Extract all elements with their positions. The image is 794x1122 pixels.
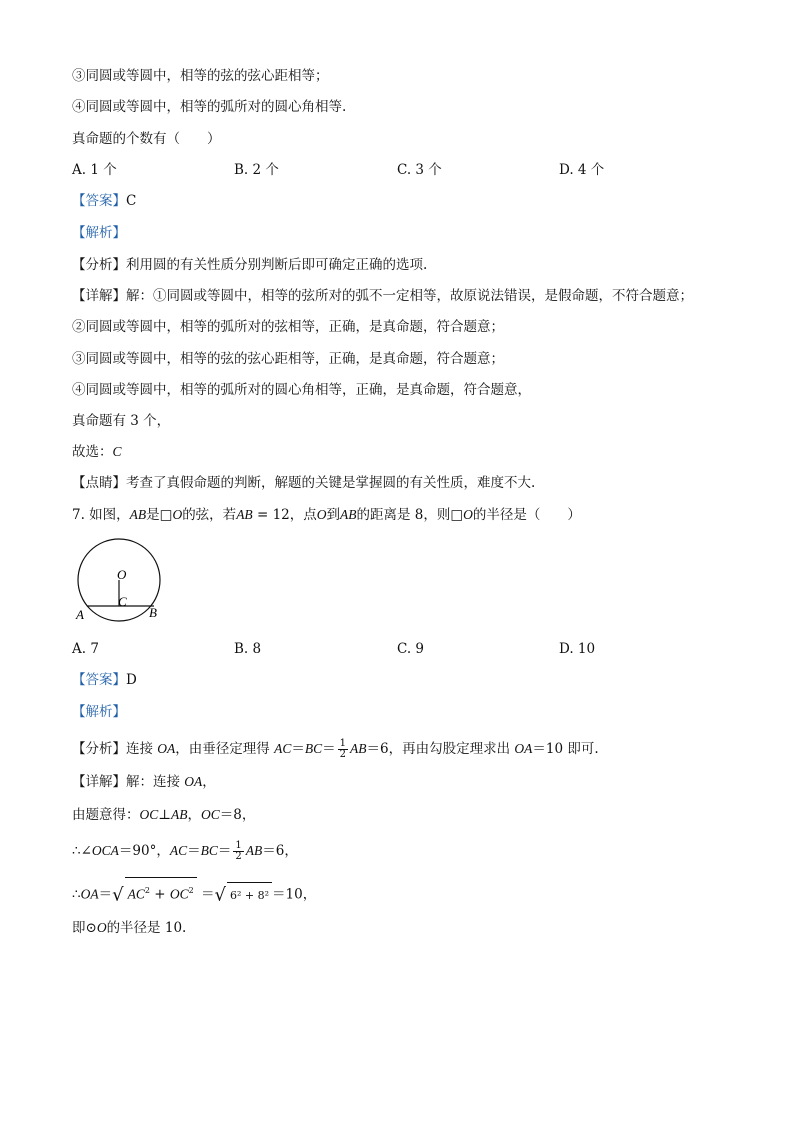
q7-option-b: B. 8 — [234, 641, 262, 657]
q6-xiangjie-2: ②同圆或等圆中，相等的弧所对的弦相等，正确，是真命题，符合题意； — [72, 319, 504, 335]
sqrt-plus: + — [149, 886, 170, 903]
q6-answer — [72, 191, 136, 211]
frac-num: 1 — [339, 738, 346, 749]
fenxi-text-c: ＝6，再由勾股定理求出 — [366, 741, 515, 757]
analysis-tag: 【解析】 — [72, 225, 126, 241]
final-o: O — [96, 920, 107, 935]
fenxi-ac: AC — [274, 741, 292, 756]
fenxi-text: 利用圆的有关性质分别判断后即可确定正确的选项. — [126, 257, 428, 273]
statement-3: ③同圆或等圆中，相等的弦的弦心距相等； — [72, 68, 329, 84]
analysis-tag: 【解析】 — [72, 704, 126, 720]
choose-value: C — [112, 444, 122, 459]
fenxi-eq1: ＝ — [291, 741, 305, 757]
q6-option-d: D. 4 个 — [559, 162, 605, 178]
xiangjie-text: 解：连接 — [126, 774, 185, 790]
q7-text-6: = 12，点 — [252, 507, 317, 523]
q7-text-2: 是□ — [146, 507, 173, 523]
q7-text-12: 的半径是（ ） — [472, 507, 581, 523]
line-bc: BC — [200, 843, 218, 858]
q7-therefore-2: ∴OA＝√ $AC^2 + OC^2$ ＝√ 6² + 8² ＝10， — [72, 877, 316, 909]
oa: OA — [80, 886, 99, 902]
fenxi-tag: 【分析】 — [72, 741, 126, 757]
dianjing-text: 考查了真假命题的判断，解题的关键是掌握圆的有关性质，难度不大. — [126, 475, 536, 491]
given-ab: AB — [170, 807, 188, 822]
dianjing-tag: 【点睛】 — [72, 475, 126, 491]
fenxi-ab: AB — [350, 741, 367, 756]
q7-ab-1: AB — [129, 507, 147, 522]
radical-icon: √ — [214, 884, 226, 906]
equals: ＝ — [187, 843, 201, 859]
q6-xiangjie-1 — [72, 286, 693, 306]
xiangjie-end: ， — [202, 774, 216, 790]
xiangjie-text: 解：①同圆或等圆中，相等的弦所对的弧不一定相等，故原说法错误，是假命题，不符合题意； — [126, 288, 693, 304]
answer-tag: 【答案】 — [72, 193, 126, 209]
line-ab: AB — [245, 843, 263, 858]
q7-fenxi — [72, 736, 599, 762]
angle-90: ＝90°， — [118, 843, 170, 859]
circle-figure — [70, 535, 170, 630]
q7-option-a: A. 7 — [72, 641, 99, 657]
fenxi-bc: BC — [304, 741, 323, 756]
label-o: O — [117, 567, 127, 582]
frac-den: 2 — [235, 851, 242, 862]
q7-given — [72, 805, 255, 825]
xiangjie-oa: OA — [184, 774, 203, 789]
fenxi-tag: 【分析】 — [72, 257, 126, 273]
choose-label: 故选： — [72, 444, 113, 460]
given-text: 由题意得： — [72, 807, 140, 823]
frac-den: 2 — [339, 749, 346, 760]
q6-dianjing — [72, 473, 535, 493]
q7-option-c: C. 9 — [397, 641, 425, 657]
q7-xiangjie — [72, 772, 216, 792]
q7-ab-9: AB — [340, 507, 357, 522]
sqrt-expr-1: $AC^2 + OC^2$ — [125, 877, 197, 908]
given-oc2: OC — [200, 807, 220, 822]
q7-text-0: 7. 如图， — [72, 507, 130, 523]
radical-icon: √ — [112, 884, 124, 906]
given-perp: ⊥ — [158, 807, 171, 823]
q6-option-c: C. 3 个 — [397, 162, 442, 178]
sqrt-oc: OC — [169, 886, 189, 902]
therefore-symbol: ∴ — [72, 843, 81, 859]
q7-answer — [72, 670, 137, 690]
final-text-b: 的半径是 10. — [106, 920, 187, 936]
sqrt-expr-2: 6² + 8² — [227, 882, 272, 909]
q7-o-7: O — [316, 507, 327, 522]
angle-oca: OCA — [91, 843, 119, 858]
q6-xiangjie-3: ③同圆或等圆中，相等的弦的弦心距相等，正确，是真命题，符合题意； — [72, 351, 504, 367]
q7-final — [72, 918, 186, 938]
frac-num: 1 — [235, 840, 242, 851]
equals-10: ＝10， — [272, 886, 317, 903]
label-b: B — [149, 605, 157, 620]
xiangjie-tag: 【详解】 — [72, 774, 126, 790]
q6-option-a: A. 1 个 — [72, 162, 117, 178]
fenxi-text-d: ＝10 即可. — [532, 741, 599, 757]
label-a: A — [76, 607, 84, 622]
given-comma: ， — [187, 807, 201, 823]
answer-value: D — [126, 672, 137, 688]
label-c: C — [118, 594, 127, 609]
fenxi-text-a: 连接 — [126, 741, 158, 757]
q6-analysis-tag — [72, 223, 126, 243]
xiangjie-tag: 【详解】 — [72, 288, 126, 304]
fraction-half — [338, 739, 348, 760]
angle-symbol: ∠ — [80, 843, 92, 859]
line-ac: AC — [169, 843, 188, 858]
given-oc: OC — [139, 807, 159, 822]
q7-o-3: O — [172, 507, 183, 522]
q6-choose — [72, 442, 122, 462]
q7-therefore-1 — [72, 838, 298, 864]
q6-xiangjie-4: ④同圆或等圆中，相等的弧所对的圆心角相等，正确，是真命题，符合题意， — [72, 382, 531, 398]
given-eq8: ＝8， — [219, 807, 256, 823]
q6-question: 真命题的个数有（ ） — [72, 131, 221, 147]
answer-value: C — [126, 193, 137, 209]
fenxi-oa: OA — [157, 741, 176, 756]
q6-option-b: B. 2 个 — [234, 162, 279, 178]
q7-option-d: D. 10 — [559, 641, 596, 657]
fenxi-eq2: ＝ — [322, 741, 336, 757]
q7-o-11: O — [463, 507, 473, 522]
fenxi-text-b: ，由垂径定理得 — [175, 741, 275, 757]
q7-question — [72, 505, 581, 525]
q7-analysis-tag — [72, 702, 126, 722]
q7-text-8: 到 — [326, 507, 341, 523]
sqrt-ac: AC — [127, 886, 145, 902]
answer-tag: 【答案】 — [72, 672, 126, 688]
final-text: 即⊙ — [72, 920, 97, 936]
equals-2: ＝ — [217, 843, 232, 859]
q6-count: 真命题有 3 个， — [72, 413, 171, 429]
q6-fenxi — [72, 255, 427, 275]
q7-ab-5: AB — [236, 507, 253, 522]
q7-text-10: 的距离是 8，则□ — [356, 507, 464, 523]
fraction-half-2 — [233, 841, 243, 862]
fenxi-oa2: OA — [514, 741, 533, 756]
therefore-symbol: ∴ — [72, 886, 81, 903]
q7-text-4: 的弦，若 — [182, 507, 237, 523]
statement-4: ④同圆或等圆中，相等的弧所对的圆心角相等. — [72, 99, 347, 115]
equals-6: ＝6， — [262, 843, 298, 859]
